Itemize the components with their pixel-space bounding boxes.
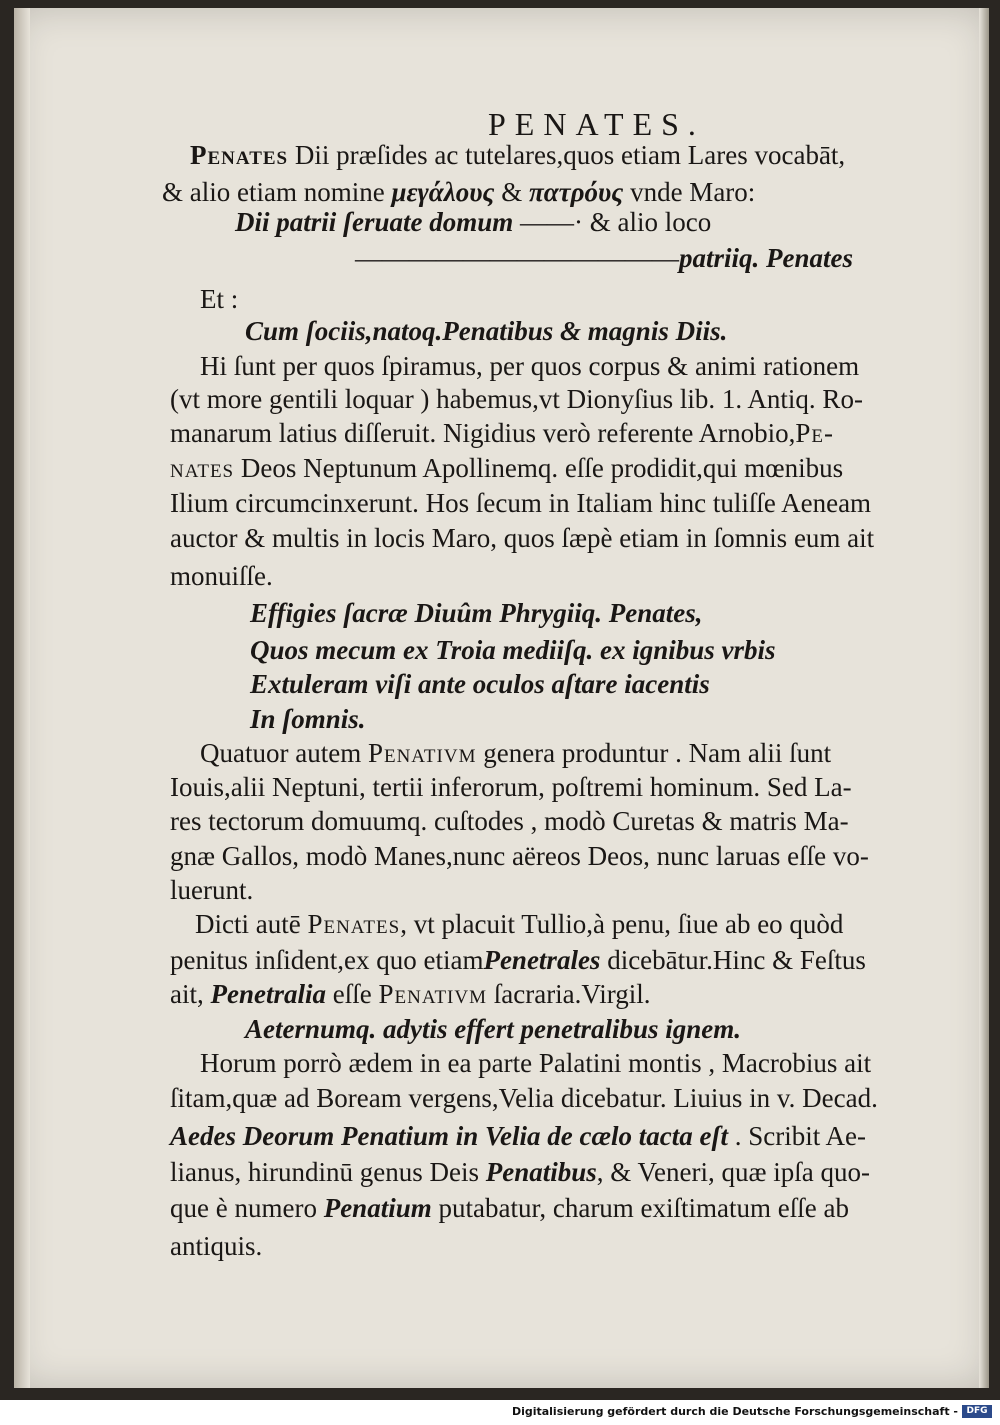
text-run: Penates (190, 140, 289, 170)
text-run: Quatuor autem (200, 738, 368, 768)
text-run: (vt more gentili loquar ) habemus,vt Dionyſius lib. 1. Antiq. Ro- (170, 384, 863, 414)
text-run: monuiſſe. (170, 561, 273, 591)
text-run: Cum ſociis,natoq.Penatibus & magnis Diis. (245, 316, 728, 346)
text-line (250, 668, 710, 700)
text-line (200, 350, 859, 382)
text-run: . Scribit Ae- (727, 1121, 866, 1151)
text-line (170, 383, 863, 415)
text-line (170, 944, 866, 976)
text-run: manarum latius diſſeruit. Nigidius verò referente Arnobio, (170, 418, 796, 448)
text-line (162, 176, 755, 208)
text-run: ———————————— (355, 243, 679, 273)
book-page (14, 8, 989, 1388)
text-run: , vt placuit Tullio,à penu, ſiue ab eo quòd (400, 909, 844, 939)
text-run: Deos Neptunum Apollinemq. eſſe prodidit,qui mœnibus (234, 453, 844, 483)
text-run: & (494, 177, 529, 207)
text-line (245, 315, 727, 347)
text-run: nates (170, 453, 235, 483)
text-run: antiquis. (170, 1231, 263, 1261)
text-line (170, 840, 869, 872)
text-line (170, 487, 871, 519)
text-line (200, 737, 831, 769)
text-run: gnæ Gallos, modò Manes,nunc aëreos Deos, nunc laruas eſſe vo- (170, 841, 869, 871)
text-line (250, 634, 776, 666)
text-run: Hi ſunt per quos ſpiramus, per quos corpus & animi rationem (200, 351, 860, 381)
text-line (195, 908, 843, 940)
text-run: Penates (307, 909, 401, 939)
text-run: Dii patrii ſeruate domum (235, 207, 514, 237)
text-line (235, 206, 711, 238)
text-run: ſacraria.Virgil. (487, 979, 651, 1009)
text-run: In ſomnis. (250, 704, 366, 734)
text-run: μεγάλους (391, 177, 495, 207)
text-line (170, 522, 874, 554)
text-run: Aeternumq. adytis effert penetralibus ignem. (245, 1014, 742, 1044)
text-run: patriiq. Penates (679, 243, 853, 273)
page-gutter (14, 8, 30, 1388)
text-line (355, 242, 853, 274)
text-line (170, 805, 849, 837)
text-run: lianus, hirundinū genus Deis (170, 1157, 486, 1187)
running-header: PENATES. (488, 106, 705, 142)
footer-bar (0, 1400, 1000, 1425)
text-run: ſitam,quæ ad Boream vergens,Velia dicebatur. Liuius in v. Decad. (170, 1083, 878, 1113)
text-line (170, 417, 834, 449)
text-run: res tectorum domuumq. cuſtodes , modò Curetas & matris Ma- (170, 806, 849, 836)
text-run: penitus inſident,ex quo etiam (170, 945, 484, 975)
text-line (170, 1082, 878, 1114)
text-run: Penetrales (483, 945, 601, 975)
text-line (200, 1047, 871, 1079)
text-line (170, 978, 651, 1010)
text-run: eſſe (326, 979, 379, 1009)
text-run: Effigies ſacræ Diuûm Phrygiiq. Penates, (250, 598, 703, 628)
text-line (170, 452, 843, 484)
page-edge (979, 8, 989, 1388)
text-line (250, 597, 703, 629)
text-run: ait, (170, 979, 211, 1009)
text-run: Extuleram viſi ante oculos aſtare iacentis (250, 669, 710, 699)
text-line (245, 1013, 741, 1045)
text-line (200, 283, 238, 315)
text-run: putabatur, charum exiſtimatum eſſe ab (431, 1193, 849, 1223)
text-run: Dii præſides ac tutelares,quos etiam Lares vocabāt, (288, 140, 846, 170)
text-line (170, 1192, 849, 1224)
text-run: Penatium (323, 1193, 432, 1223)
text-run: genera produntur . Nam alii ſunt (476, 738, 832, 768)
text-line (170, 1230, 262, 1262)
text-run: que è numero (170, 1193, 324, 1223)
dfg-logo: DFG (962, 1405, 992, 1418)
text-line (190, 139, 845, 171)
text-run: dicebātur.Hinc & Feſtus (600, 945, 866, 975)
text-line (170, 560, 273, 592)
text-run: vnde Maro: (623, 177, 756, 207)
text-run: Penatibus (485, 1157, 597, 1187)
text-run: Horum porrò ædem in ea parte Palatini montis , Macrobius ait (200, 1048, 872, 1078)
text-run: Penativm (367, 738, 477, 768)
text-run: Iouis,alii Neptuni, tertii inferorum, poſtremi hominum. Sed La- (170, 772, 852, 802)
text-line (170, 771, 852, 803)
text-run: luerunt. (170, 875, 254, 905)
text-run: auctor & multis in locis Maro, quos ſæpè etiam in ſomnis eum ait (170, 523, 875, 553)
text-run: Et : (200, 284, 239, 314)
text-run: Penativm (378, 979, 487, 1009)
text-run: Pe- (795, 418, 834, 448)
text-run: Penetralia (210, 979, 326, 1009)
text-run: πατρόυς (528, 177, 624, 207)
text-run: Aedes Deorum Penatium in Velia de cælo tacta eſt (170, 1121, 728, 1151)
text-line (170, 1120, 866, 1152)
text-run: Quos mecum ex Troia mediiſq. ex ignibus vrbis (250, 635, 776, 665)
text-run: Dicti autē (195, 909, 308, 939)
text-run: , & Veneri, quæ ipſa quo- (596, 1157, 870, 1187)
text-run: & alio etiam nomine (162, 177, 392, 207)
text-run: Ilium circumcinxerunt. Hos ſecum in Italiam hinc tuliſſe Aeneam (170, 488, 872, 518)
text-run: ——· & alio loco (513, 207, 712, 237)
text-line (250, 703, 366, 735)
footer-credit: Digitalisierung gefördert durch die Deutsche Forschungsgemeinschaft - (511, 1405, 958, 1418)
text-line (170, 1156, 870, 1188)
text-line (170, 874, 253, 906)
